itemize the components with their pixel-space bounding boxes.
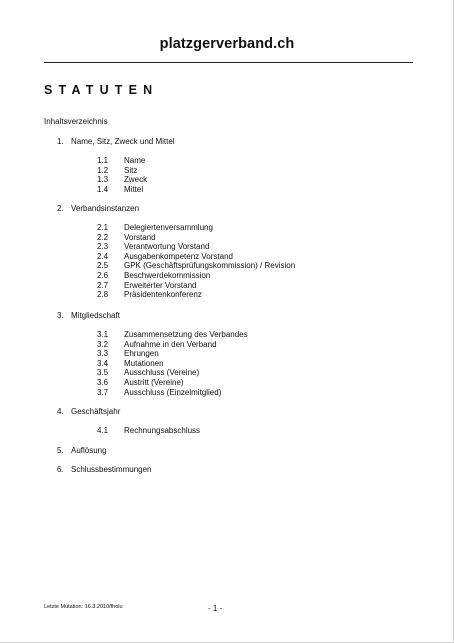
toc-section-number: 5.	[57, 446, 64, 455]
toc-subsection-title: Mutationen	[124, 358, 164, 368]
toc-subsection-title: Delegiertenversammlung	[124, 223, 213, 232]
toc-subsection-number: 2.7	[97, 280, 109, 290]
toc-subsection-number: 2.3	[97, 242, 109, 252]
toc-subsection-title: Präsidentenkonferenz	[124, 290, 202, 300]
toc-subsection-number: 3.7	[97, 387, 109, 397]
document-title: STATUTEN	[44, 83, 159, 97]
toc-subsection-title: Zweck	[124, 175, 148, 185]
toc-subsection-number: 3.4	[97, 358, 109, 368]
toc-subsection-number: 1.3	[97, 175, 109, 185]
toc-subsection-number: 1.4	[97, 184, 109, 194]
toc-section-title: Auflösung	[71, 446, 107, 455]
toc-section-title: Verbandsinstanzen	[71, 204, 140, 213]
toc-subsection-number: 4.1	[97, 426, 109, 435]
toc-subsection-number: 2.8	[97, 290, 109, 300]
toc-section-number: 3.	[57, 311, 64, 320]
toc-subsection-title: Ausschluss (Einzelmitglied)	[124, 387, 222, 397]
toc-subsection-title: GPK (Geschäftsprüfungskommission) / Revision	[124, 261, 296, 271]
toc-subsection-title: Name	[124, 156, 146, 165]
toc-section-title: Name, Sitz, Zweck und Mittel	[71, 137, 175, 146]
toc-section-title: Geschäftsjahr	[71, 407, 121, 416]
toc-subsection-title: Ehrungen	[124, 349, 159, 359]
toc-subsection-number: 2.5	[97, 261, 109, 271]
toc-section-title: Mitgliedschaft	[71, 311, 120, 320]
toc-section-number: 6.	[57, 465, 64, 474]
toc-subsection-title: Aufnahme in den Verband	[124, 339, 217, 349]
toc-subsection-title: Ausschluss (Vereine)	[124, 368, 200, 378]
header-rule	[44, 62, 413, 63]
toc-section-number: 1.	[57, 137, 64, 146]
site-title: platzgerverband.ch	[159, 36, 295, 52]
toc-subsection-title: Verantwortung Vorstand	[124, 242, 210, 252]
toc-subsection-title: Erweiterter Vorstand	[124, 280, 197, 290]
toc-subsection-number: 2.2	[97, 232, 109, 242]
toc-subsection-number: 2.6	[97, 271, 109, 280]
toc-subsection-number: 3.5	[97, 368, 109, 378]
footer-page-number: - 1 -	[208, 604, 223, 613]
toc-subsection-number: 3.3	[97, 349, 109, 359]
toc-subsection-title: Austritt (Vereine)	[124, 378, 184, 387]
toc-label: Inhaltsverzeichnis	[44, 117, 108, 126]
toc-subsection-title: Vorstand	[124, 232, 156, 242]
toc-section-title: Schlussbestimmungen	[71, 465, 152, 474]
toc-subsection-title: Beschwerdekommission	[124, 271, 211, 280]
toc-subsection-title: Ausgabenkompetenz Vorstand	[124, 251, 233, 261]
footer-mutation: Letzte Mutation: 16.3.2010/fholu	[44, 604, 123, 610]
toc-subsection-number: 2.4	[97, 251, 109, 261]
toc-subsection-number: 1.1	[97, 156, 109, 165]
toc-subsection-number: 3.1	[97, 330, 109, 339]
toc-subsection-title: Zusammensetzung des Verbandes	[124, 330, 248, 339]
toc-subsection-number: 1.2	[97, 165, 109, 175]
toc-subsection-number: 2.1	[97, 223, 109, 232]
toc-subsection-title: Mittel	[124, 184, 144, 194]
toc-subsection-title: Sitz	[124, 165, 138, 175]
toc-section-number: 4.	[57, 407, 64, 416]
toc-subsection-number: 3.2	[97, 339, 109, 349]
toc-section-number: 2.	[57, 204, 64, 213]
toc-subsection-number: 3.6	[97, 378, 109, 387]
toc-subsection-title: Rechnungsabschluss	[124, 426, 201, 435]
